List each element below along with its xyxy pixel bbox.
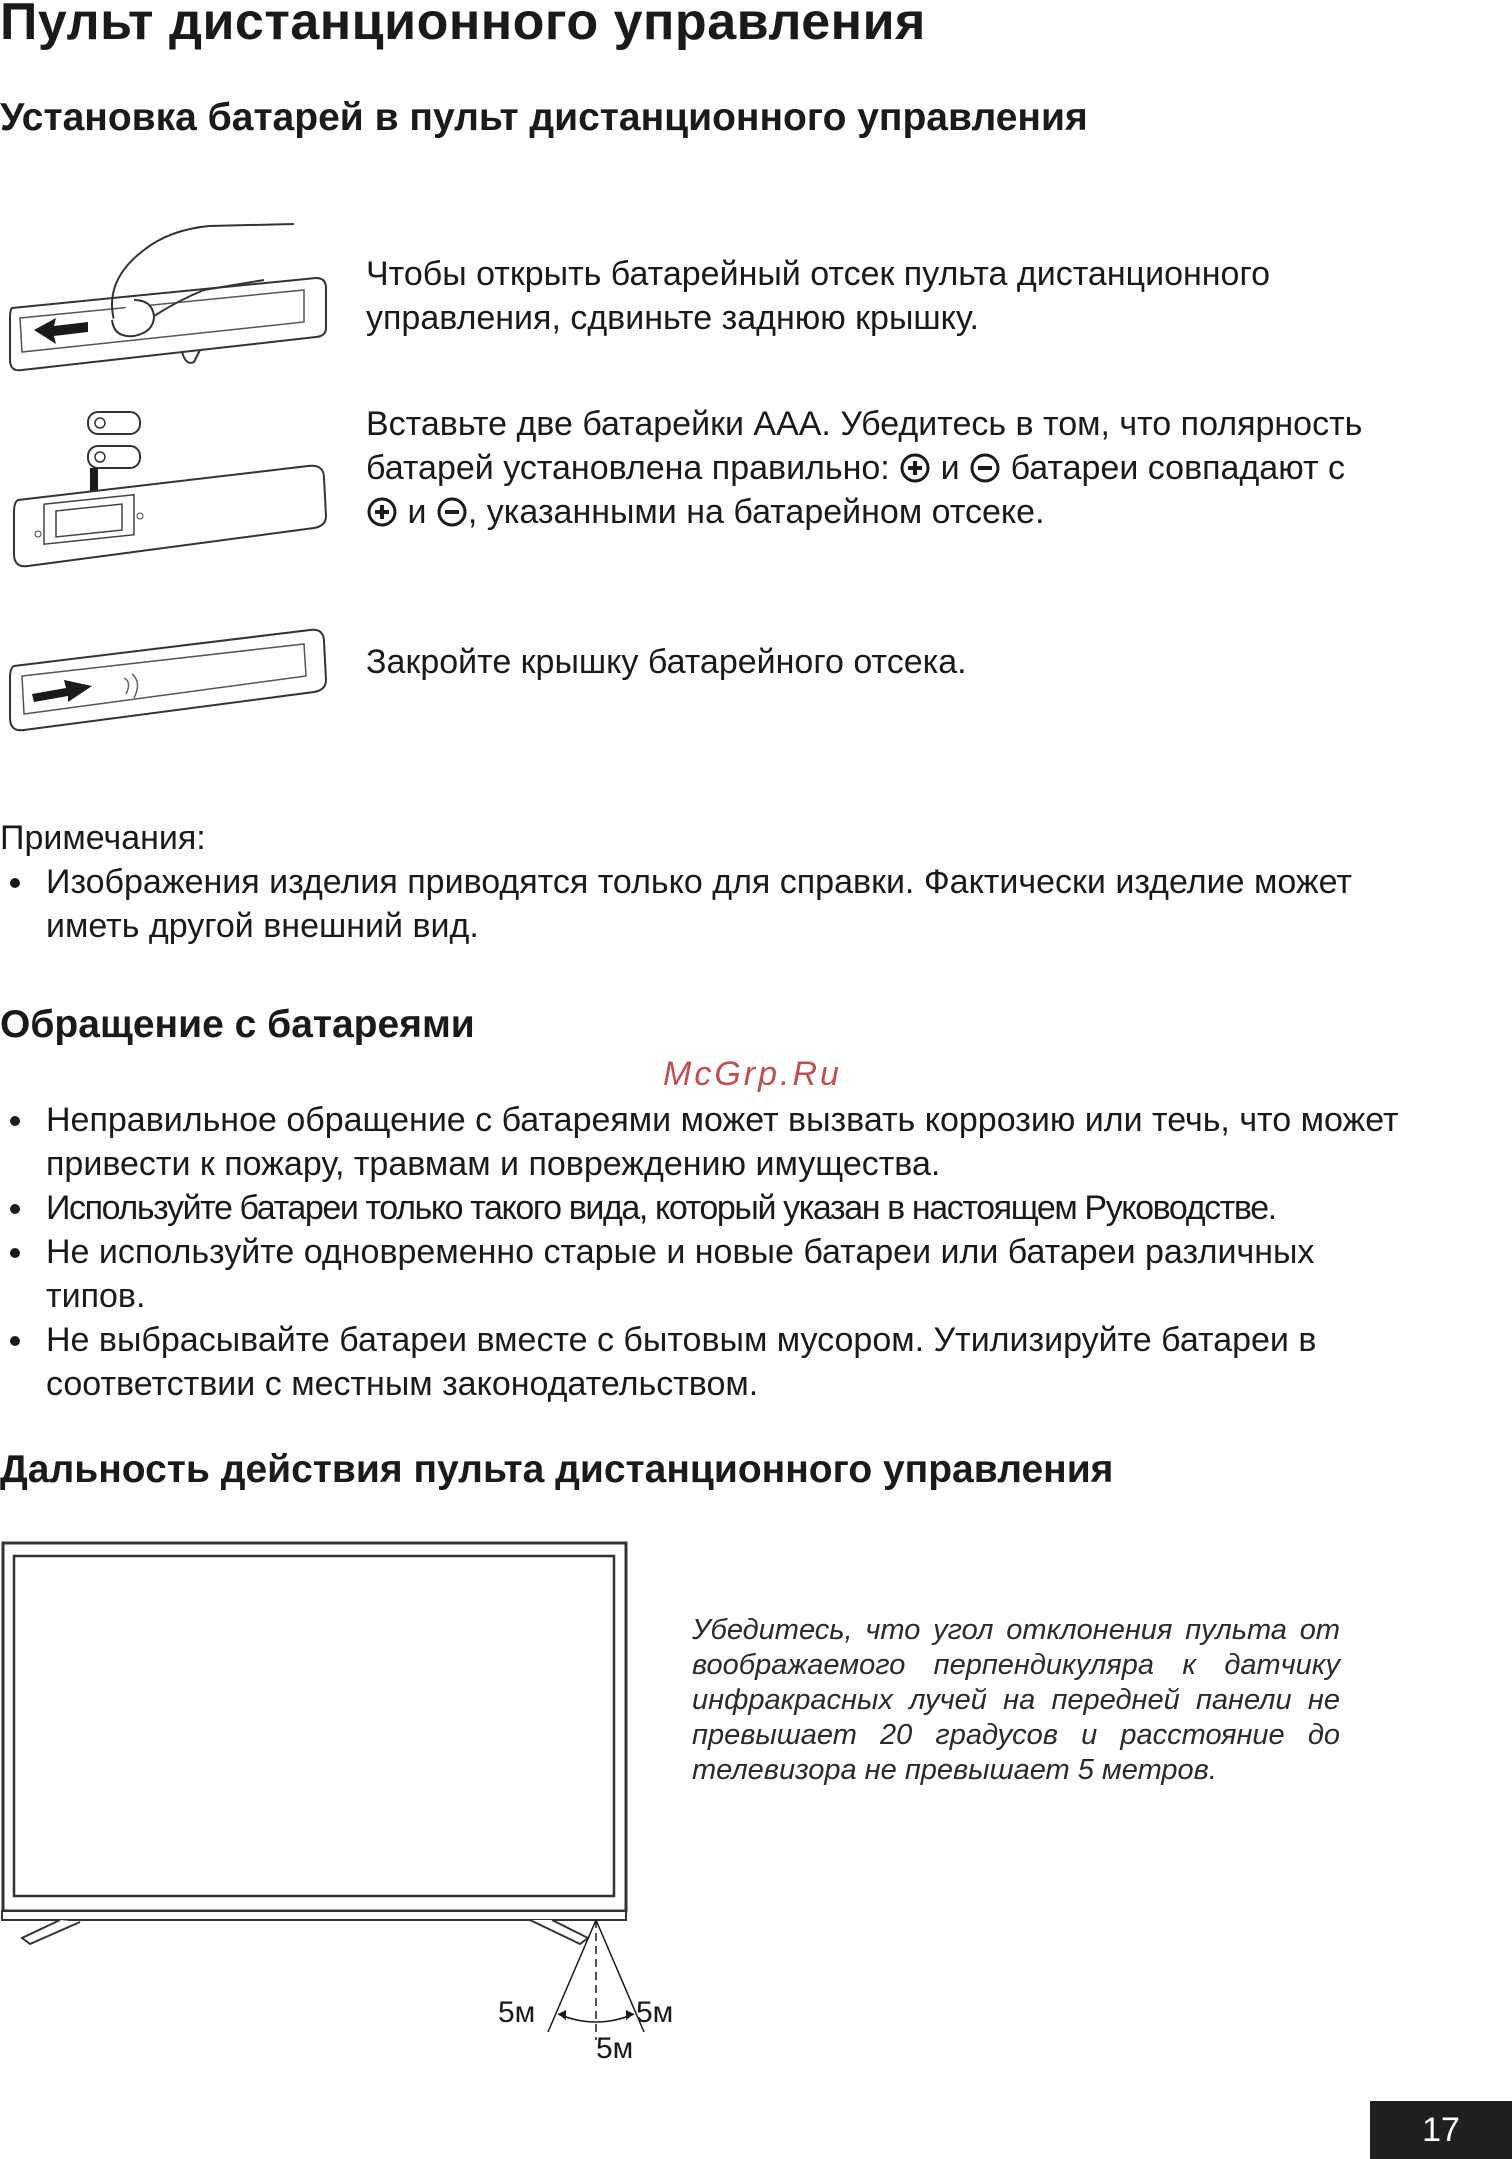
page-title: Пульт дистанционного управления <box>0 0 926 51</box>
handling-item: Не используйте одновременно старые и новые батареи или батареи различных типов. <box>0 1230 1400 1318</box>
step1-text: Чтобы открыть батарейный отсек пульта дистанционного управления, сдвиньте заднюю крышку. <box>366 255 1271 337</box>
notes-label: Примечания: <box>0 819 206 857</box>
battery-handling-list <box>0 1098 1400 1406</box>
remote-open-cover-illustration <box>4 220 334 380</box>
step2-and-2: и <box>407 493 427 531</box>
minus-circle-icon <box>969 452 1001 484</box>
plus-circle-icon <box>899 452 931 484</box>
step2-part1: Вставьте две батарейки AAA. Убедитесь в том, что полярность батарей установлена правильно: <box>366 405 1363 487</box>
step2-part2: батареи совпадают с <box>1010 449 1345 487</box>
tv-range-diagram <box>0 1540 660 2070</box>
minus-circle-icon <box>436 496 468 528</box>
step2-part3: , указанными на батарейном отсеке. <box>467 493 1045 531</box>
watermark: McGrp.Ru <box>663 1055 842 1093</box>
plus-circle-icon <box>366 496 398 528</box>
step2-and-1: и <box>940 449 960 487</box>
handling-item: Используйте батареи только такого вида, который указан в настоящем Руководстве. <box>0 1186 1400 1230</box>
tv-icon <box>2 1543 626 1944</box>
ir-range-cone <box>548 1920 644 2040</box>
page-number: 17 <box>1370 2101 1512 2159</box>
distance-left-label: 5м <box>498 1996 536 2029</box>
remote-insert-batteries-illustration <box>8 404 334 576</box>
battery-install-heading: Установка батарей в пульт дистанционного управления <box>0 96 1088 139</box>
handling-item: Не выбрасывайте батареи вместе с бытовым мусором. Утилизируйте батареи в соответствии с местным законодательством. <box>0 1318 1400 1406</box>
step3-text: Закройте крышку батарейного отсека. <box>366 643 967 681</box>
remote-close-cover-illustration <box>4 620 334 740</box>
handling-item: Неправильное обращение с батареями может вызвать коррозию или течь, что может привести к пожару, травмам и повреждению имущества. <box>0 1098 1400 1186</box>
battery-handling-heading: Обращение с батареями <box>0 1003 475 1046</box>
distance-right-label: 5м <box>636 1996 674 2029</box>
battery-icon <box>88 412 140 468</box>
range-heading: Дальность действия пульта дистанционного управления <box>0 1448 1114 1491</box>
note-item: Изображения изделия приводятся только для справки. Фактически изделие может иметь другой внешний вид. <box>0 860 1400 948</box>
range-description: Убедитесь, что угол отклонения пульта от воображаемого перпендикуляра к датчику инфракрасных лучей на передней панели не превышает 20 градусов и расстояние до телевизора не превышает 5 метров. <box>692 1614 1340 1786</box>
notes-list <box>0 860 1400 948</box>
distance-center-label: 5м <box>596 2032 634 2065</box>
step2-text <box>366 402 1376 534</box>
